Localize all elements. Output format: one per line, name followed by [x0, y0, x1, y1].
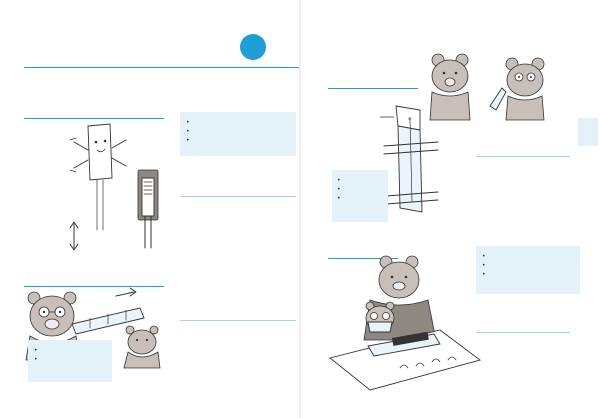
bear-icon	[490, 58, 544, 120]
side-tab	[578, 118, 598, 146]
svg-text:*: *	[408, 116, 412, 124]
prep-box-2	[28, 340, 112, 382]
prep-box-3	[332, 170, 388, 222]
prep-box-4	[476, 246, 580, 294]
arrow-icon	[70, 222, 78, 250]
flapping-doll-illustration	[60, 120, 170, 280]
chopstick-sleeve-icon	[70, 124, 126, 180]
pinwheel-illustration	[380, 100, 440, 220]
section-rule	[24, 118, 164, 119]
pinwheel-icon	[380, 106, 438, 212]
napkin-tunnel-illustration	[330, 250, 480, 390]
napkin-tunnel-icon	[330, 330, 480, 390]
bear-icon	[124, 326, 160, 368]
bear-icon	[366, 302, 394, 332]
page-badge	[240, 34, 266, 60]
prep-box-1	[180, 112, 296, 156]
gutter	[299, 0, 301, 418]
section-rule	[328, 88, 418, 89]
section-rule	[24, 286, 164, 287]
title-rule	[24, 67, 300, 68]
straw-icon	[97, 170, 158, 248]
